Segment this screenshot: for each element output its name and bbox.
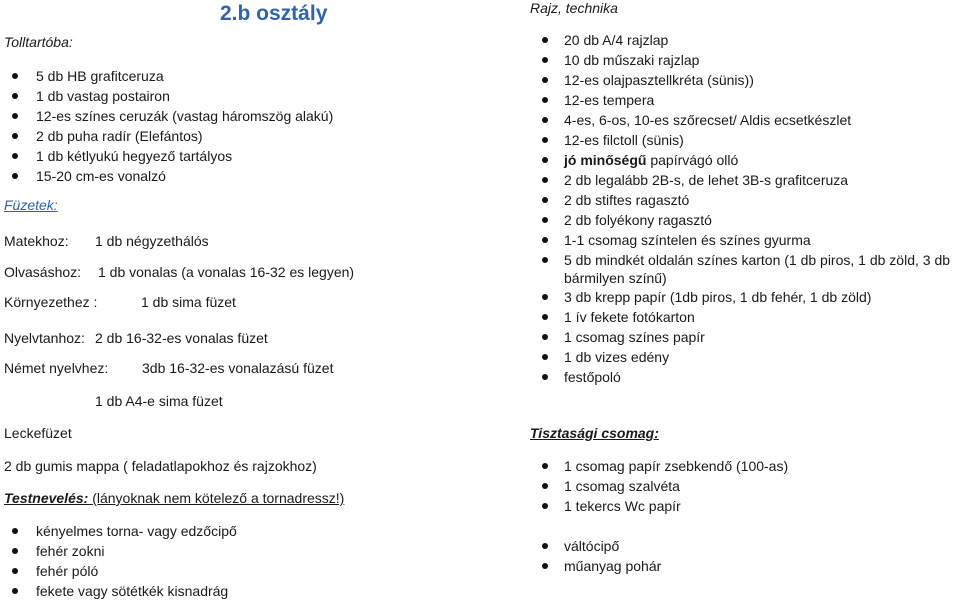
bullet-icon — [542, 257, 548, 263]
list-item: váltócipő — [530, 536, 661, 556]
bullet-icon — [12, 133, 18, 139]
list-item: festőpoló — [530, 367, 950, 387]
bullet-icon — [542, 334, 548, 340]
list-item: kényelmes torna- vagy edzőcipő — [0, 521, 237, 541]
list-item: 2 db legalább 2B-s, de lehet 3B-s grafitceruza — [530, 170, 950, 190]
list-item: 5 db mindkét oldalán színes karton (1 db piros, 1 db zöld, 3 db bármilyen színű) — [530, 250, 950, 287]
testneveles-heading: Testnevelés: — [4, 490, 93, 506]
tolltartoba-heading: Tolltartóba: — [4, 34, 73, 50]
bullet-icon — [542, 563, 548, 569]
list-item: 2 db stiftes ragasztó — [530, 190, 950, 210]
bullet-icon — [542, 177, 548, 183]
list-item: 12-es filctoll (sünis) — [530, 130, 950, 150]
a4-notebook: 1 db A4-e sima füzet — [95, 393, 223, 409]
list-item: 20 db A/4 rajzlap — [530, 30, 950, 50]
list-item: 1 ív fekete fotókarton — [530, 307, 950, 327]
leckefuzet: Leckefüzet — [4, 425, 72, 441]
bullet-icon — [542, 197, 548, 203]
bullet-icon — [542, 97, 548, 103]
fuzet-label: Nyelvtanhoz: — [4, 330, 85, 346]
bullet-icon — [12, 113, 18, 119]
bullet-icon — [12, 73, 18, 79]
bullet-icon — [542, 543, 548, 549]
bullet-icon — [542, 157, 548, 163]
tolltartoba-list — [0, 66, 333, 186]
list-item: 1 db vizes edény — [530, 347, 950, 367]
list-item: 1 tekercs Wc papír — [530, 496, 788, 516]
fuzet-value: 1 db négyzethálós — [95, 233, 209, 249]
list-item: 4-es, 6-os, 10-es szőrecset/ Aldis ecsetkészlet — [530, 110, 950, 130]
bullet-icon — [542, 374, 548, 380]
bullet-icon — [12, 153, 18, 159]
list-item: 3 db krepp papír (1db piros, 1 db fehér, 1 db zöld) — [530, 287, 950, 307]
list-item: 1-1 csomag színtelen és színes gyurma — [530, 230, 950, 250]
bullet-icon — [542, 294, 548, 300]
bullet-icon — [12, 173, 18, 179]
fuzet-label: Német nyelvhez: — [4, 360, 109, 376]
list-item: jó minőségű papírvágó olló — [530, 150, 950, 170]
testneveles-note: (lányoknak nem kötelező a tornadressz!) — [92, 490, 345, 506]
bullet-icon — [12, 568, 18, 574]
list-item: 12-es tempera — [530, 90, 950, 110]
fuzet-value: 1 db sima füzet — [141, 294, 236, 310]
page-title: 2.b osztály — [220, 2, 328, 25]
list-item: 2 db puha radír (Elefántos) — [0, 126, 333, 146]
mappa-line: 2 db gumis mappa ( feladatlapokhoz és rajzokhoz) — [4, 458, 317, 474]
bullet-icon — [542, 463, 548, 469]
bullet-icon — [542, 503, 548, 509]
list-item: 1 csomag papír zsebkendő (100-as) — [530, 456, 788, 476]
fuzet-label: Környezethez : — [4, 294, 98, 310]
list-item: 1 csomag színes papír — [530, 327, 950, 347]
bullet-icon — [542, 57, 548, 63]
list-item: 15-20 cm-es vonalzó — [0, 166, 333, 186]
list-item: műanyag pohár — [530, 556, 661, 576]
bullet-icon — [12, 588, 18, 594]
list-item: fehér póló — [0, 561, 237, 581]
fuzetek-heading: Füzetek: — [4, 197, 58, 213]
bullet-icon — [542, 314, 548, 320]
list-item: 1 db vastag postairon — [0, 86, 333, 106]
fuzet-value: 2 db 16-32-es vonalas füzet — [95, 330, 268, 346]
bullet-icon — [12, 528, 18, 534]
tisztasagi-list — [530, 456, 788, 516]
bullet-icon — [542, 77, 548, 83]
bullet-icon — [12, 548, 18, 554]
bullet-icon — [542, 217, 548, 223]
bullet-icon — [542, 117, 548, 123]
list-item: 5 db HB grafitceruza — [0, 66, 333, 86]
fuzet-label: Olvasáshoz: — [4, 264, 82, 280]
list-item: 1 db kétlyukú hegyező tartályos — [0, 146, 333, 166]
list-item: 10 db műszaki rajzlap — [530, 50, 950, 70]
list-item: 12-es színes ceruzák (vastag háromszög alakú) — [0, 106, 333, 126]
bullet-icon — [542, 37, 548, 43]
list-item: 12-es olajpasztellkréta (sünis)) — [530, 70, 950, 90]
rajz-heading: Rajz, technika — [530, 0, 618, 16]
bullet-icon — [542, 483, 548, 489]
fuzet-value: 1 db vonalas (a vonalas 16-32 es legyen) — [98, 264, 355, 280]
list-item: 1 csomag szalvéta — [530, 476, 788, 496]
tisztasagi-heading: Tisztasági csomag: — [530, 425, 659, 441]
list-item: 2 db folyékony ragasztó — [530, 210, 950, 230]
testneveles-list — [0, 521, 237, 601]
list-item: fehér zokni — [0, 541, 237, 561]
bullet-icon — [542, 237, 548, 243]
fuzet-label: Matekhoz: — [4, 233, 69, 249]
bullet-icon — [542, 354, 548, 360]
fuzet-value: 3db 16-32-es vonalazású füzet — [142, 360, 334, 376]
list-item: fekete vagy sötétkék kisnadrág — [0, 581, 237, 601]
bullet-icon — [12, 93, 18, 99]
bullet-icon — [542, 137, 548, 143]
rajz-list — [530, 30, 950, 387]
testneveles-heading-line — [4, 489, 344, 507]
extra-list — [530, 536, 661, 576]
